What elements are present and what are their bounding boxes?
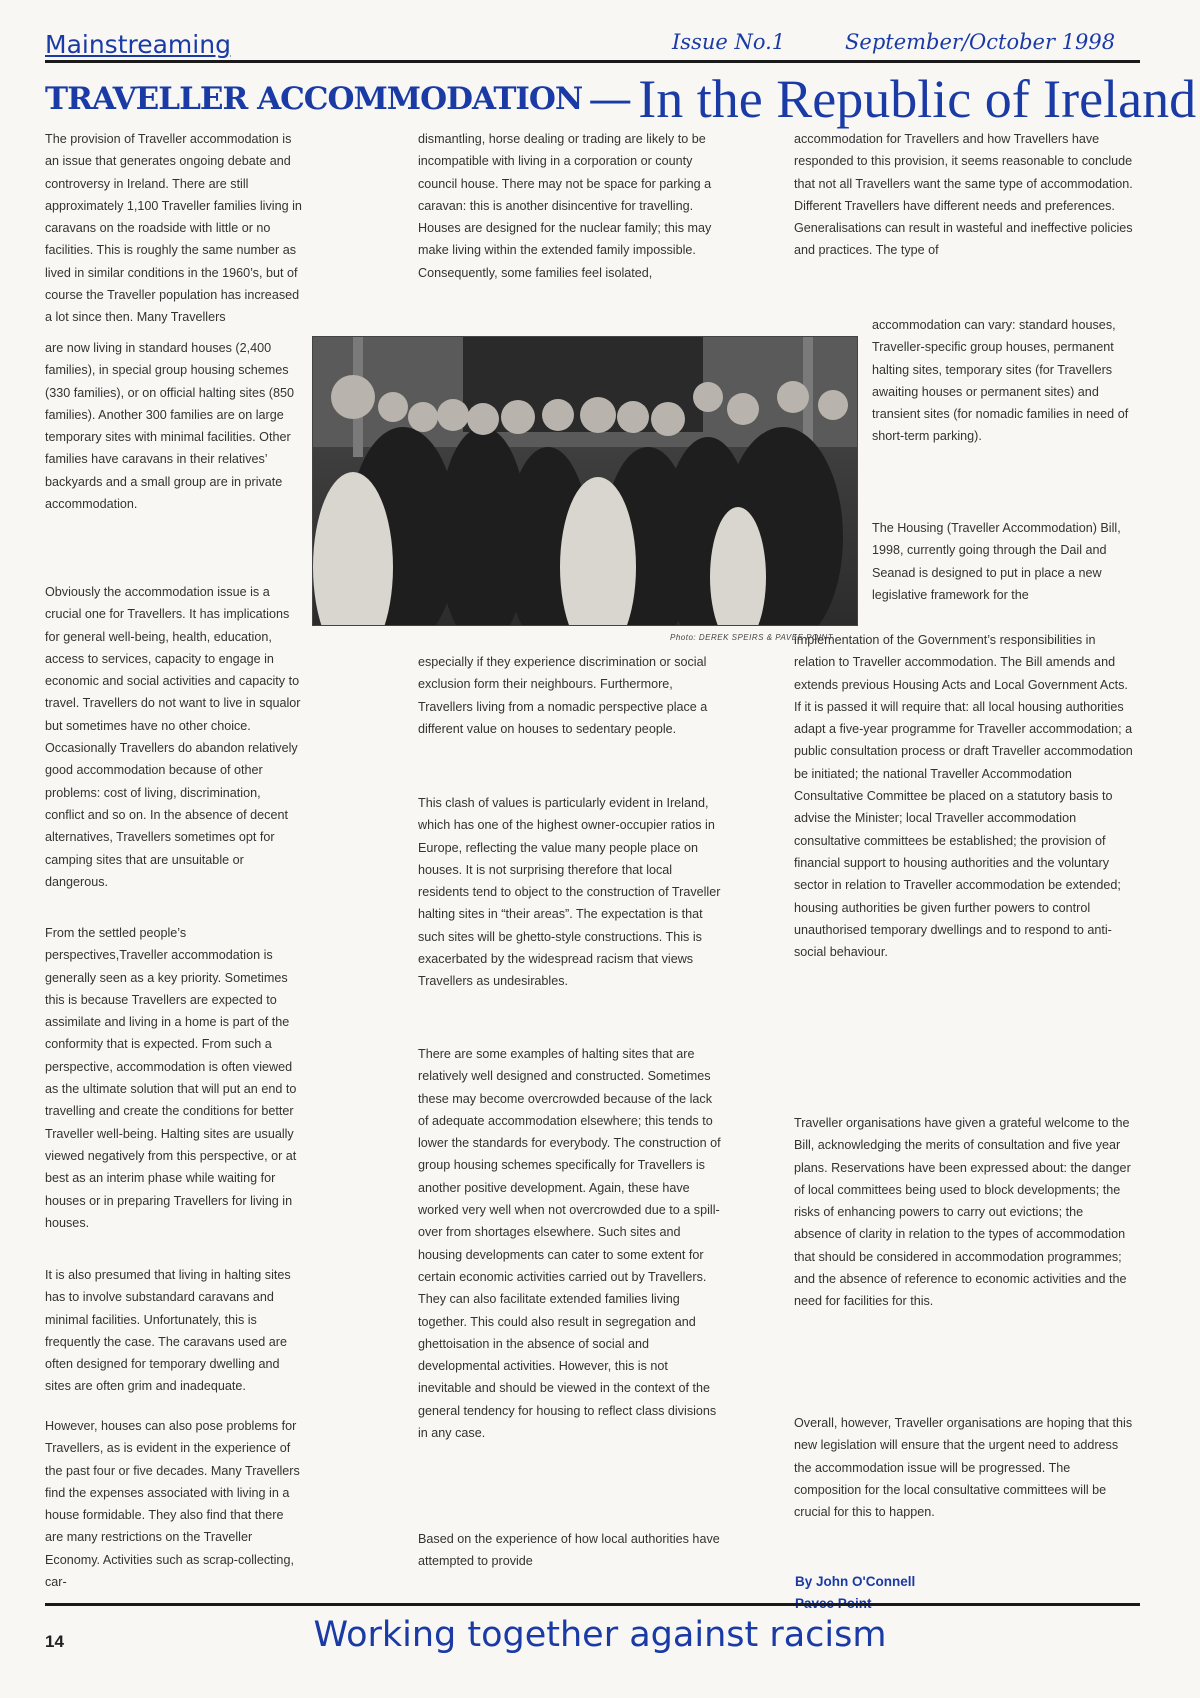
title-dash: —	[588, 73, 633, 125]
group-photo-illustration	[313, 337, 857, 625]
title-main: TRAVELLER ACCOMMODATION	[45, 81, 583, 117]
paragraph-11b: accommodation can vary: standard houses, Traveller-specific group houses, permanent halting sites, temporary sites (for Travellers awaiting houses or permanent sites) and transient sites (for nomadic families in need of short-term parking).	[872, 318, 1129, 444]
page-number: 14	[45, 1632, 64, 1651]
paragraph-12b: implementation of the Government’s responsibilities in relation to Traveller accommodation. The Bill amends and extends previous Housing Acts and Local Government Acts. If it is passed it will require that: all local housing authorities adapt a five-year programme for Traveller accommodation; a public consultation process or draft Traveller accommodation be initiated; the national Traveller Accommodation Consultative Committee be placed on a statutory basis to advise the Minister; local Traveller accommodation consultative committees be established; the provision of financial support to housing authorities and the voluntary sector in relation to Traveller accommodation be extended; housing authorities be given further powers to control unauthorised temporary dwellings and to respond to anti-social behaviour.	[794, 633, 1133, 960]
header-rule	[45, 60, 1140, 63]
paragraph-6: dismantling, horse dealing or trading are likely to be incompatible with living in a corporation or county council house. There may not be space for parking a caravan: this is another disincentive for travelling. Houses are designed for the nuclear family; this may make living within the extended family impossible. Consequently, some families feel isolated,	[418, 132, 712, 280]
paragraph-7: especially if they experience discrimination or social exclusion form their neighbours. Furthermore, Travellers living from a nomadic perspective place a different value on houses to sedentary people.	[418, 655, 708, 736]
group-photo	[312, 336, 858, 626]
paragraph-1b: are now living in standard houses (2,400 families), in special group housing schemes (330 families), or on official halting sites (850 families). Another 300 families are on large temporary sites with minimal facilities. Other families have caravans in their relatives’ backyards and a small group are in private accommodation.	[45, 341, 294, 512]
paragraph-14: Overall, however, Traveller organisations are hoping that this new legislation will ensure that the urgent need to address the accommodation issue will be progressed. The composition for the local consultative committees will be crucial for this to happen.	[794, 1416, 1133, 1520]
paragraph-3: From the settled people’s perspectives,Traveller accommodation is generally seen as a key priority. Sometimes this is because Travellers are expected to assimilate and living in a home is part of the conformity that is expected. From such a perspective, accommodation is often viewed as the ultimate solution that will put an end to travelling and create the conditions for better Traveller well-being. Halting sites are usually viewed negatively from this perspective, or at best as an interim phase while waiting for houses or in preparing Travellers for living in houses.	[45, 926, 297, 1230]
issue-date: September/October 1998	[845, 30, 1116, 54]
footer-slogan: Working together against racism	[313, 1615, 887, 1655]
paragraph-9: There are some examples of halting sites that are relatively well designed and constructed. Sometimes these may become overcrowded because of the lack of adequate accommodation elsewhere; this tends to lower the standards for everybody. The construction of group housing schemes specifically for Travellers is another positive development. Again, these have worked very well when not overcrowded due to a spill-over from shortages elsewhere. Such sites and housing developments can cater to some extent for certain economic activities carried out by Travellers. They can also facilitate extended families living together. This could also result in segregation and ghettoisation in the absence of social and developmental activities. However, this is not inevitable and should be viewed in the context of the general tendency for housing to reflect class divisions in any case.	[418, 1047, 721, 1441]
paragraph-2: Obviously the accommodation issue is a crucial one for Travellers. It has implications for general well-being, health, education, access to services, capacity to engage in economic and social activities and capacity to travel. Travellers do not want to live in squalor but sometimes have no other choice. Occasionally Travellers do abandon relatively good accommodation because of other problems: cost of living, discrimination, conflict and so on. In the absence of decent alternatives, Travellers sometimes opt for camping sites that are unsuitable or dangerous.	[45, 585, 301, 889]
paragraph-5: However, houses can also pose problems for Travellers, as is evident in the experience of the past four or five decades. Many Travellers find the expenses associated with living in a house formidable. They also find that there are many restrictions on the Traveller Economy. Activities such as scrap-collecting, car-	[45, 1419, 300, 1590]
byline-author: By John O'Connell	[795, 1574, 916, 1589]
article-title	[45, 68, 1196, 130]
paragraph-4: It is also presumed that living in halting sites has to involve substandard caravans and minimal facilities. Unfortunately, this is frequently the case. The caravans used are often designed for temporary dwelling and sites are often grim and inadequate.	[45, 1268, 291, 1394]
title-sub: In the Republic of Ireland	[638, 69, 1197, 129]
footer-rule	[45, 1603, 1140, 1606]
paragraph-1a: The provision of Traveller accommodation is an issue that generates ongoing debate and controversy in Ireland. There are still approximately 1,100 Traveller families living in caravans on the roadside with little or no facilities. This is roughly the same number as lived in similar conditions in the 1960’s, but of course the Traveller population has increased a lot since then. Many Travellers	[45, 132, 302, 325]
issue-number: Issue No.1	[672, 30, 786, 54]
section-label: Mainstreaming	[45, 30, 231, 59]
paragraph-8: This clash of values is particularly evident in Ireland, which has one of the highest owner-occupier ratios in Europe, reflecting the value many people place on houses. It is not surprising therefore that local residents tend to object to the construction of Traveller halting sites in “their areas”. The expectation is that such sites will be ghetto-style constructions. This is exacerbated by the widespread racism that views Travellers as undesirables.	[418, 796, 721, 989]
byline	[795, 1571, 915, 1615]
paragraph-10: Based on the experience of how local authorities have attempted to provide	[418, 1532, 720, 1569]
paragraph-13: Traveller organisations have given a grateful welcome to the Bill, acknowledging the merits of consultation and five year plans. Reservations have been expressed about: the danger of local committees being used to block developments; the risks of enhancing powers to carry out evictions; the absence of clarity in relation to the types of accommodation that should be considered in accommodation programmes; and the absence of reference to economic activities and the need for facilities for this.	[794, 1116, 1131, 1309]
paragraph-12a: The Housing (Traveller Accommodation) Bill, 1998, currently going through the Dail and Seanad is designed to put in place a new legislative framework for the	[872, 521, 1121, 602]
paragraph-11a: accommodation for Travellers and how Travellers have responded to this provision, it seems reasonable to conclude that not all Travellers want the same type of accommodation. Different Travellers have different needs and preferences. Generalisations can result in wasteful and ineffective policies and practices. The type of	[794, 132, 1133, 258]
photo-credit: Photo: DEREK SPEIRS & PAVEE POINT	[670, 633, 834, 642]
